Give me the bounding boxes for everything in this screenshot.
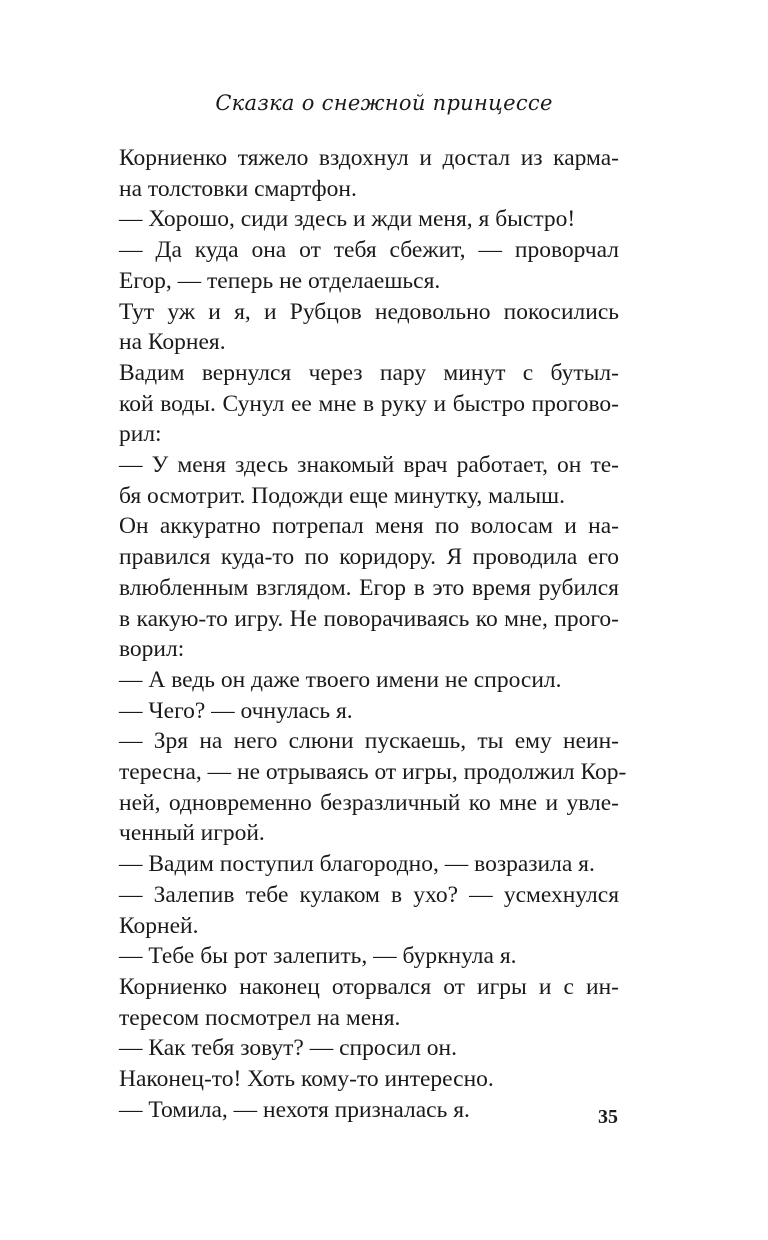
- body-text: [119, 143, 627, 1126]
- text-line: Корниенко тяжело вздохнул и достал из карма-: [119, 145, 619, 171]
- text-line: ченный игрой.: [119, 820, 265, 847]
- text-line: — Томила, — нехотя призналась я.: [119, 1096, 470, 1123]
- text-line: рил:: [119, 421, 162, 448]
- text-line: тересна, — не отрываясь от игры, продолжил Кор-: [119, 759, 627, 786]
- text-line: влюбленным взглядом. Егор в это время рубился: [119, 574, 619, 601]
- text-line: на Корнея.: [119, 329, 226, 356]
- text-line: Наконец-то! Хоть кому-то интересно.: [119, 1066, 494, 1093]
- text-line: — Чего? — очнулась я.: [119, 697, 353, 724]
- text-line: кой воды. Сунул ее мне в руку и быстро прогово-: [119, 390, 619, 417]
- text-line: тересом посмотрел на меня.: [119, 1004, 401, 1031]
- text-line: — Как тебя зовут? — спросил он.: [119, 1035, 458, 1062]
- text-line: Вадим вернулся через пару минут с бутыл-: [119, 359, 619, 386]
- text-line: — Хорошо, сиди здесь и жди меня, я быстро!: [119, 206, 576, 233]
- text-line: бя осмотрит. Подожди еще минутку, малыш.: [119, 482, 566, 509]
- text-line: правился куда-то по коридору. Я проводила его: [119, 544, 619, 571]
- text-line: Он аккуратно потрепал меня по волосам и на-: [119, 513, 619, 540]
- text-line: в какую-то игру. Не поворачиваясь ко мне, прого-: [119, 605, 619, 632]
- running-title: Сказка о снежной принцессе: [215, 91, 553, 115]
- text-line: ворил:: [119, 636, 185, 663]
- text-line: — Залепив тебе кулаком в ухо? — усмехнулся: [119, 881, 619, 908]
- text-line: — Да куда она от тебя сбежит, — проворчал: [119, 237, 619, 264]
- text-line: — Зря на него слюни пускаешь, ты ему неин-: [119, 728, 619, 755]
- text-line: Корниенко наконец оторвался от игры и с ин-: [119, 973, 619, 1000]
- text-line: ней, одновременно безразличный ко мне и увле-: [119, 789, 619, 816]
- text-line: — У меня здесь знакомый врач работает, он те-: [119, 452, 619, 479]
- text-line: — А ведь он даже твоего имени не спросил.: [119, 666, 562, 693]
- page-number: 35: [598, 1106, 618, 1128]
- text-line: на толстовки смартфон.: [119, 175, 357, 202]
- text-line: — Тебе бы рот залепить, — буркнула я.: [119, 943, 517, 970]
- text-line: — Вадим поступил благородно, — возразила я.: [119, 851, 595, 878]
- text-line: Егор, — теперь не отделаешься.: [119, 267, 441, 294]
- text-line: Корней.: [119, 912, 199, 939]
- text-line: Тут уж и я, и Рубцов недовольно покосились: [119, 298, 619, 325]
